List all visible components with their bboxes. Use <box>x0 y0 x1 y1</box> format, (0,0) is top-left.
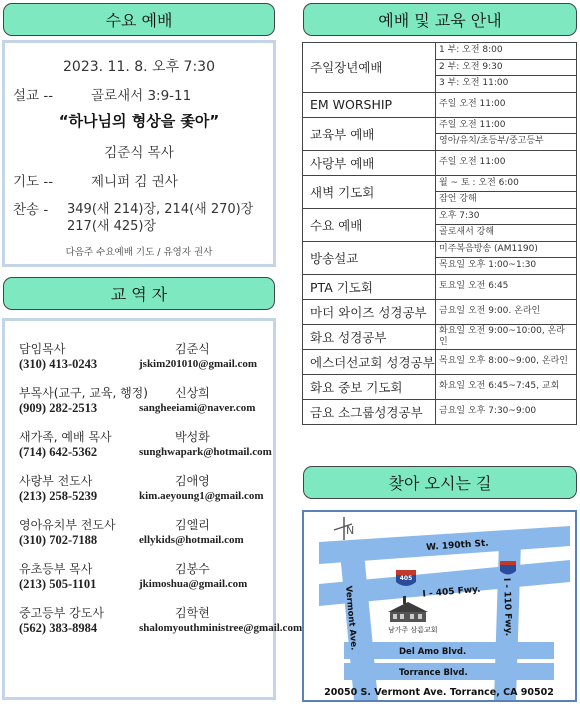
staff-name: 박성화 <box>175 430 210 444</box>
staff-role: 중고등부 강도사 <box>19 606 104 620</box>
staff-phone: (909) 282-2513 <box>19 401 98 415</box>
staff-name: 김엘리 <box>175 518 210 532</box>
schedule-header: 예배 및 교육 안내 <box>303 3 577 36</box>
directions-map <box>302 510 577 702</box>
label-190th: W. 190th St. <box>425 538 489 553</box>
preacher: 김준식 목사 <box>104 145 174 161</box>
schedule-row-detail: 2 부: 오전 9:30 <box>436 59 577 76</box>
schedule-row-detail: 월 ~ 토 : 오전 6:00 <box>436 175 577 192</box>
staff-phone: (213) 505-1101 <box>19 577 97 591</box>
staff-phone: (310) 702-7188 <box>19 533 98 547</box>
worship-header: 수요 예배 <box>3 3 275 36</box>
schedule-row-detail: 화요일 오전 9:00~10:00, 온라인 <box>436 324 577 349</box>
staff-email[interactable]: sangheeiami@naver.com <box>139 402 256 414</box>
staff-header: 교 역 자 <box>3 277 275 310</box>
schedule-row-detail: 3 부: 오전 11:00 <box>436 76 577 93</box>
staff-phone: (310) 413-0243 <box>19 357 98 371</box>
label-vermont: Vermont Ave. <box>343 585 359 651</box>
schedule-table <box>302 42 577 425</box>
staff-role: 담임목사 <box>19 342 66 356</box>
staff-name: 신상희 <box>175 386 210 400</box>
schedule-row-detail: 주일 오전 11:00 <box>436 117 577 134</box>
staff-name: 김봉수 <box>175 562 210 576</box>
church-name: 남가주 삼름교회 <box>388 626 438 634</box>
church-building-icon <box>388 596 428 622</box>
staff-email[interactable]: jskim201010@gmail.com <box>139 358 258 370</box>
schedule-row-detail: 주일 오전 11:00 <box>436 92 577 117</box>
worship-panel <box>2 40 276 267</box>
hymn-label: 찬송 - <box>13 202 49 218</box>
schedule-row-detail: 목요일 오후 1:00~1:30 <box>436 258 577 275</box>
schedule-row-detail: 오후 7:30 <box>436 208 577 225</box>
north-mark: N <box>346 524 355 537</box>
staff-email[interactable]: ellykids@hotmail.com <box>139 534 244 546</box>
staff-role: 영아유치부 전도사 <box>19 518 116 532</box>
schedule-row-detail: 화요일 오전 6:45~7:45, 교회 <box>436 374 577 399</box>
interstate-110-shield-icon <box>500 561 516 575</box>
staff-role: 사랑부 전도사 <box>19 474 93 488</box>
schedule-row-label: 새벽 기도회 <box>303 175 436 208</box>
schedule-row-detail: 1 부: 오전 8:00 <box>436 43 577 60</box>
schedule-row-detail: 목요일 오후 8:00~9:00, 온라인 <box>436 349 577 374</box>
schedule-row-detail: 금요일 오후 7:30~9:00 <box>436 399 577 424</box>
schedule-row-detail: 금요일 오전 9:00. 온라인 <box>436 299 577 324</box>
schedule-row-detail: 영아/유치/초등부/중고등부 <box>436 134 577 151</box>
staff-role: 새가족, 예배 목사 <box>19 430 112 444</box>
shield-405-label: 405 <box>399 575 413 582</box>
next-week-note: 다음주 수요예배 기도 / 유영자 권사 <box>65 247 213 258</box>
label-405: I - 405 Fwy. <box>422 584 481 600</box>
staff-role: 부목사(교구, 교육, 행정) <box>19 386 148 400</box>
schedule-row-label: 주일장년예배 <box>303 43 436 93</box>
schedule-row-label: 금요 소그룹성경공부 <box>303 399 436 424</box>
sermon-label: 설교 -- <box>13 88 54 104</box>
schedule-row-label: 사랑부 예배 <box>303 150 436 175</box>
schedule-row-detail: 주일 오전 11:00 <box>436 150 577 175</box>
staff-email[interactable]: jkimoshua@gmail.com <box>139 578 248 590</box>
prayer-name: 제니퍼 김 권사 <box>91 174 178 190</box>
staff-phone: (714) 642-5362 <box>19 445 98 459</box>
staff-name: 김준식 <box>175 342 210 356</box>
schedule-row-label: 에스더선교회 성경공부 <box>303 349 436 374</box>
staff-email[interactable]: kim.aeyoung1@gmail.com <box>139 490 264 502</box>
sermon-text: 골로새서 3:9-11 <box>91 88 192 104</box>
staff-email[interactable]: shalomyouthministree@gmail.com <box>139 622 303 634</box>
map-drawing <box>304 512 575 700</box>
schedule-row-detail: 미주복음방송 (AM1190) <box>436 241 577 258</box>
schedule-row-label: 화요 성경공부 <box>303 324 436 349</box>
staff-role: 유초등부 목사 <box>19 562 93 576</box>
schedule-row-detail: 골로새서 강해 <box>436 225 577 242</box>
label-del-amo: Del Amo Blvd. <box>399 647 467 657</box>
schedule-row-label: 방송설교 <box>303 241 436 274</box>
label-110: I - 110 Fwy. <box>501 577 514 637</box>
staff-email[interactable]: sunghwapark@hotmail.com <box>139 446 272 458</box>
sermon-title: “하나님의 형상을 좇아” <box>58 112 220 130</box>
hymn-line-2: 217(새 425)장 <box>67 219 157 234</box>
staff-name: 김애영 <box>175 474 210 488</box>
staff-name: 김학현 <box>175 606 210 620</box>
hymn-line-1: 349(새 214)장, 214(새 270)장 <box>67 202 254 217</box>
directions-header: 찾아 오시는 길 <box>303 466 577 499</box>
staff-phone: (562) 383-8984 <box>19 621 98 635</box>
schedule-row-detail: 잠언 강해 <box>436 192 577 209</box>
prayer-label: 기도 -- <box>13 174 54 190</box>
schedule-row-label: 화요 중보 기도회 <box>303 374 436 399</box>
staff-panel <box>2 318 303 700</box>
address: 20050 S. Vermont Ave. Torrance, CA 90502 <box>324 687 554 698</box>
worship-datetime: 2023. 11. 8. 오후 7:30 <box>63 59 215 75</box>
schedule-row-label: EM WORSHIP <box>303 92 436 117</box>
schedule-row-label: 마더 와이즈 성경공부 <box>303 299 436 324</box>
schedule-row-label: PTA 기도회 <box>303 274 436 299</box>
label-torrance: Torrance Blvd. <box>399 668 468 678</box>
schedule-row-label: 수요 예배 <box>303 208 436 241</box>
schedule-row-detail: 토요일 오전 6:45 <box>436 274 577 299</box>
schedule-row-label: 교육부 예배 <box>303 117 436 150</box>
staff-phone: (213) 258-5239 <box>19 489 98 503</box>
